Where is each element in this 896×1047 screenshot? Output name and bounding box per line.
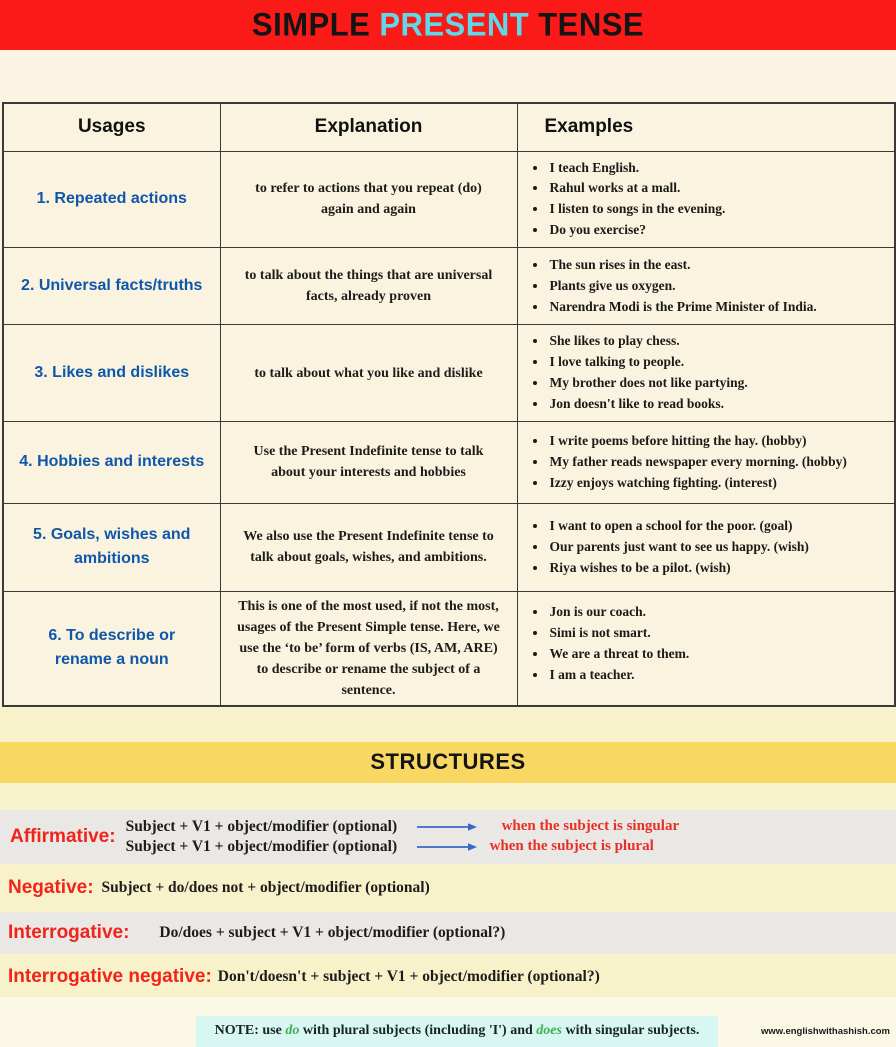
top-spacer — [0, 50, 896, 102]
affirmative-condition: when the subject is singular — [501, 818, 680, 835]
examples-list — [532, 602, 885, 686]
note-verb-do: do — [285, 1023, 300, 1039]
usage-cell: 3. Likes and dislikes — [3, 325, 220, 422]
examples-list — [532, 516, 885, 579]
examples-cell — [517, 248, 895, 325]
affirmative-condition: when the subject is plural — [489, 838, 654, 855]
example-item: • We are a threat to them. — [548, 644, 885, 665]
note-text — [215, 1023, 700, 1039]
structure-row-interrogative-negative — [0, 958, 896, 997]
page-title-part-present: PRESENT — [379, 6, 530, 43]
negative-formula: Subject + do/does not + object/modifier (optional) — [101, 878, 430, 896]
explanation-cell: We also use the Present Indefinite tense to talk about goals, wishes, and ambitions. — [220, 503, 517, 591]
example-item: • My father reads newspaper every morning. (hobby) — [548, 452, 885, 473]
example-item: • Plants give us oxygen. — [548, 276, 885, 297]
structure-row-negative — [0, 864, 896, 912]
structure-row-affirmative — [0, 810, 896, 864]
structures-spacer — [0, 707, 896, 742]
example-item: • I love talking to people. — [548, 352, 885, 373]
examples-cell — [517, 591, 895, 706]
negative-label: Negative: — [8, 876, 94, 898]
affirmative-lines — [126, 817, 680, 857]
usage-cell: 6. To describe or rename a noun — [3, 591, 220, 706]
structures-heading-band — [0, 742, 896, 783]
watermark-url: www.englishwithashish.com — [761, 1025, 890, 1037]
column-header-usages: Usages — [3, 103, 220, 151]
note-part: NOTE: use — [214, 1023, 286, 1039]
usage-cell: 2. Universal facts/truths — [3, 248, 220, 325]
affirmative-label: Affirmative: — [10, 825, 116, 847]
example-item: • The sun rises in the east. — [548, 255, 885, 276]
examples-list — [532, 331, 885, 415]
explanation-cell: to talk about what you like and dislike — [220, 325, 517, 422]
examples-cell — [517, 325, 895, 422]
examples-list — [532, 255, 885, 318]
example-item: • She likes to play chess. — [548, 331, 885, 352]
arrow-right-icon — [416, 822, 488, 832]
explanation-cell: to talk about the things that are universal facts, already proven — [220, 248, 517, 325]
example-item: • I listen to songs in the evening. — [548, 199, 885, 220]
examples-cell — [517, 151, 895, 248]
example-item: • Simi is not smart. — [548, 623, 885, 644]
usage-cell: 1. Repeated actions — [3, 151, 220, 248]
example-item: • Izzy enjoys watching fighting. (interest) — [548, 473, 885, 494]
page-title-part-simple: SIMPLE — [251, 6, 371, 43]
footer-area — [0, 997, 896, 1047]
note-part: with plural subjects (including 'I') and — [299, 1023, 537, 1039]
interrogative-formula: Do/does + subject + V1 + object/modifier (optional?) — [159, 923, 506, 941]
example-item: • Riya wishes to be a pilot. (wish) — [548, 558, 885, 579]
note-part: with singular subjects. — [561, 1023, 700, 1039]
example-item: • Jon doesn't like to read books. — [548, 394, 885, 415]
example-item: • Rahul works at a mall. — [548, 178, 885, 199]
structures-spacer — [0, 783, 896, 810]
table-row-describe-rename — [3, 591, 895, 706]
usages-table — [2, 102, 896, 707]
example-item: • Our parents just want to see us happy. (wish) — [548, 537, 885, 558]
examples-cell — [517, 503, 895, 591]
table-row-hobbies-interests — [3, 421, 895, 503]
affirmative-line-singular — [126, 817, 680, 837]
usage-cell: 4. Hobbies and interests — [3, 421, 220, 503]
example-item: • I want to open a school for the poor. (goal) — [548, 516, 885, 537]
affirmative-formula: Subject + V1 + object/modifier (optional) — [125, 817, 398, 835]
explanation-cell: to refer to actions that you repeat (do) again and again — [220, 151, 517, 248]
example-item: • I write poems before hitting the hay. (hobby) — [548, 431, 885, 452]
usage-cell: 5. Goals, wishes and ambitions — [3, 503, 220, 591]
example-item: • My brother does not like partying. — [548, 373, 885, 394]
table-row-likes-dislikes — [3, 325, 895, 422]
example-item: • I teach English. — [548, 158, 885, 179]
example-item: • I am a teacher. — [548, 665, 885, 686]
example-item: • Narendra Modi is the Prime Minister of India. — [548, 297, 885, 318]
example-item: • Do you exercise? — [548, 220, 885, 241]
note-box — [196, 1016, 718, 1047]
structures-section — [0, 707, 896, 997]
table-row-goals-wishes — [3, 503, 895, 591]
column-header-examples: Examples — [517, 103, 895, 151]
interrogative-negative-formula: Don't/doesn't + subject + V1 + object/modifier (optional?) — [217, 968, 600, 986]
examples-cell — [517, 421, 895, 503]
structure-row-interrogative — [0, 912, 896, 954]
structures-heading: STRUCTURES — [370, 749, 526, 775]
arrow-right-icon — [416, 842, 488, 852]
interrogative-label: Interrogative: — [8, 921, 130, 943]
example-item: • Jon is our coach. — [548, 602, 885, 623]
examples-list — [532, 431, 885, 494]
table-row-universal-facts — [3, 248, 895, 325]
page-title-part-tense: TENSE — [538, 6, 645, 43]
examples-list — [532, 158, 885, 242]
table-header-row — [3, 103, 895, 151]
note-verb-does: does — [536, 1023, 562, 1039]
column-header-explanation: Explanation — [220, 103, 517, 151]
explanation-cell: Use the Present Indefinite tense to talk about your interests and hobbies — [220, 421, 517, 503]
affirmative-line-plural — [126, 837, 680, 857]
explanation-cell: This is one of the most used, if not the most, usages of the Present Simple tense. Here, we use the ‘to be’ form of verbs (IS, AM, ARE) to describe or rename the subject of a sentence. — [220, 591, 517, 706]
table-row-repeated-actions — [3, 151, 895, 248]
interrogative-negative-label: Interrogative negative: — [8, 966, 212, 988]
title-bar — [0, 0, 896, 50]
affirmative-formula: Subject + V1 + object/modifier (optional) — [125, 837, 398, 855]
